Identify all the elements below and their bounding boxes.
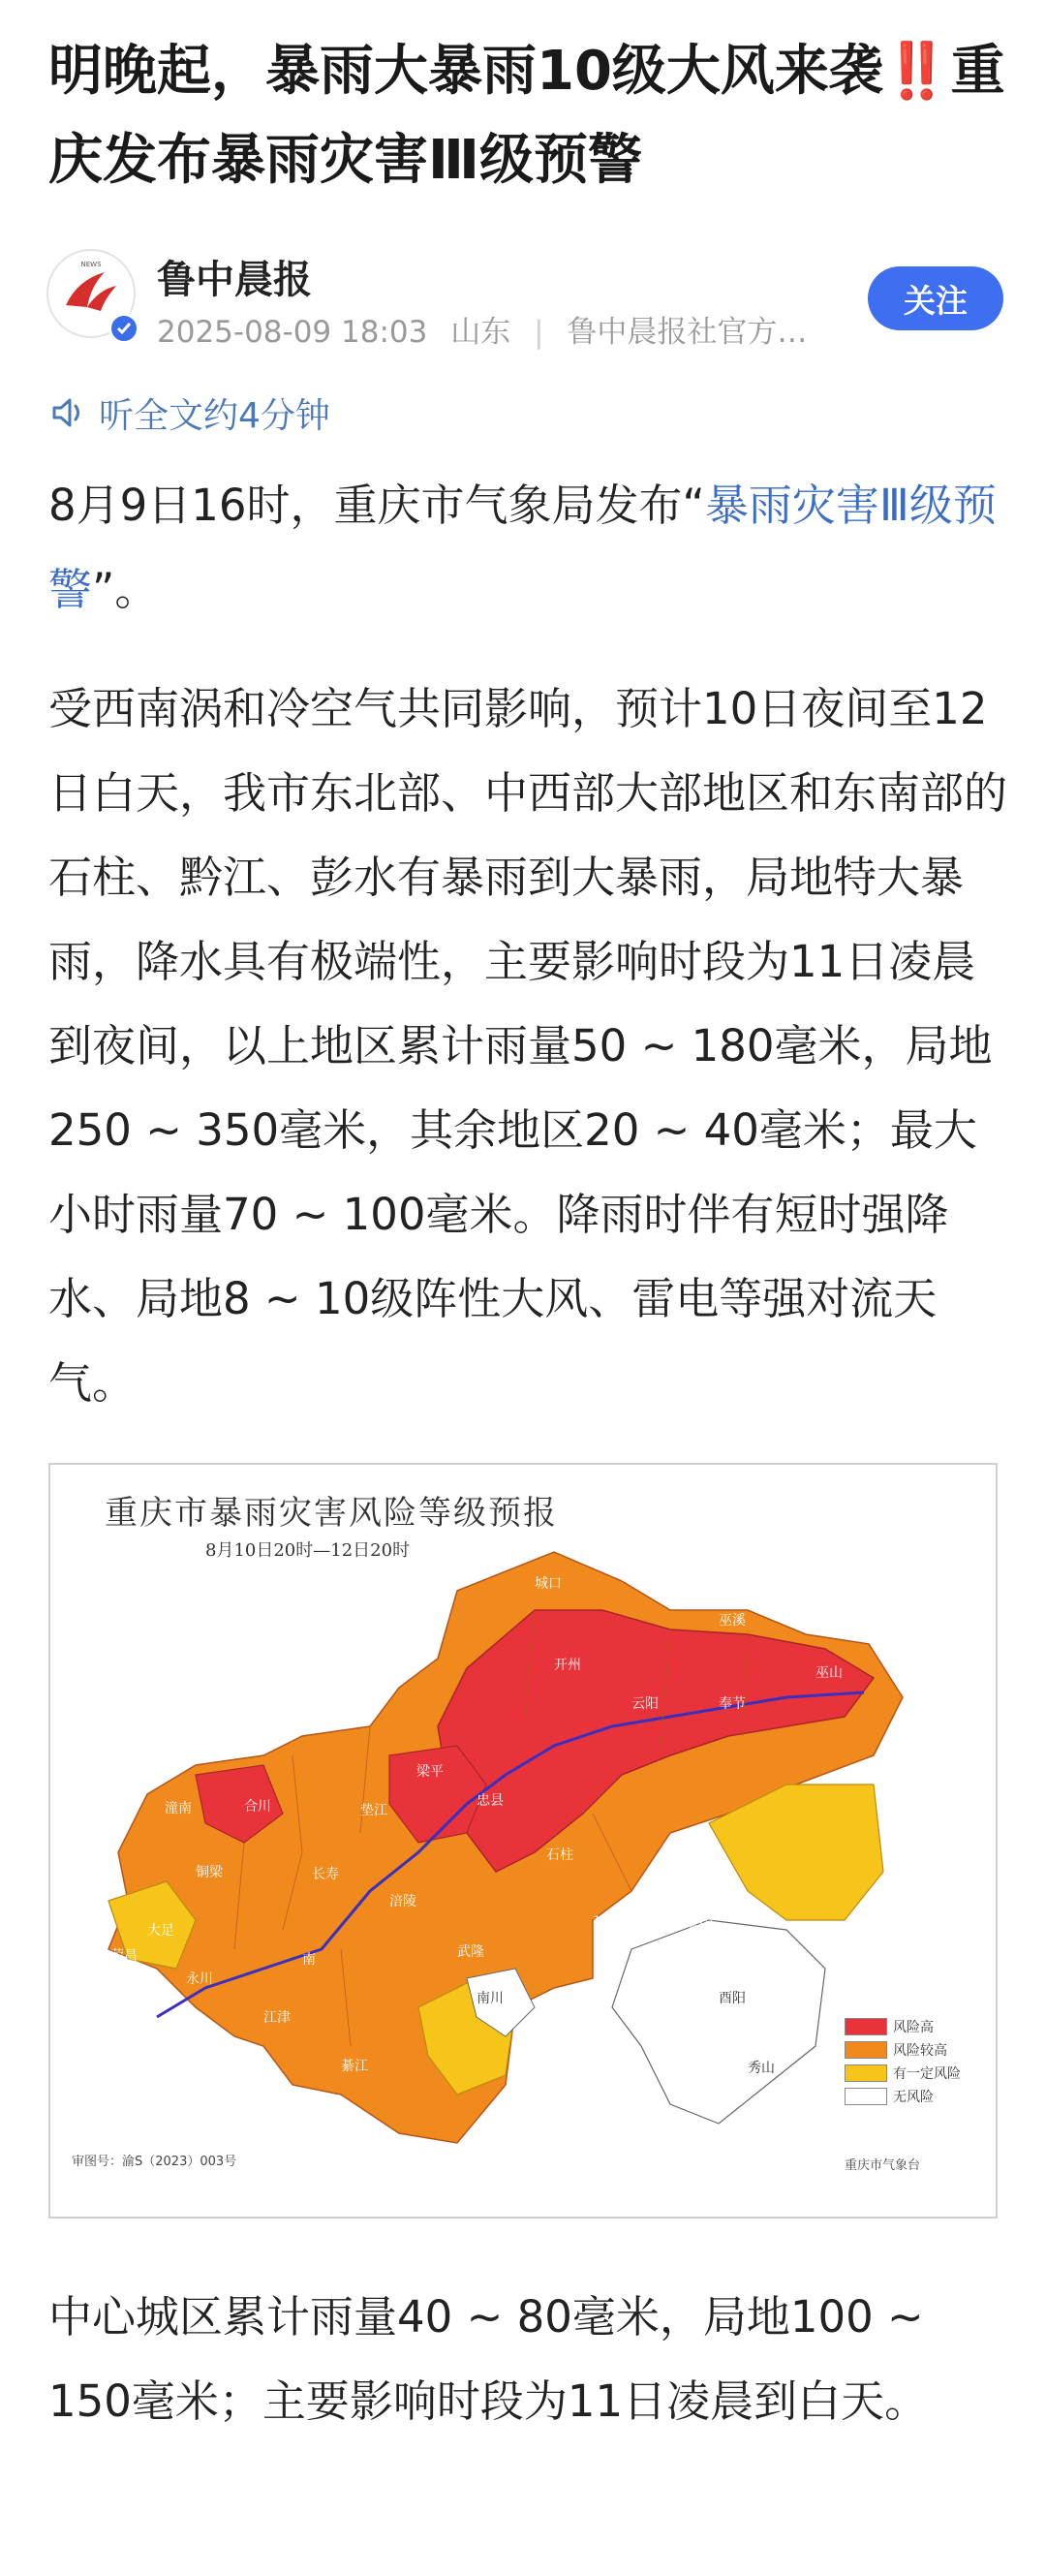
place-tongliang: 铜梁: [196, 1865, 223, 1880]
place-xiushan: 秀山: [748, 2061, 775, 2076]
publish-date: 2025-08-09 18:03: [157, 315, 428, 350]
place-zhongxian: 忠县: [477, 1793, 504, 1809]
place-wushan: 巫山: [815, 1665, 843, 1681]
legend-item-higher: [845, 2038, 961, 2062]
place-youyang: 酉阳: [719, 1991, 746, 2006]
place-chengkou: 城口: [535, 1576, 562, 1592]
place-fengjie: 奉节: [719, 1696, 746, 1712]
map-source: 重庆市气象台: [845, 2158, 921, 2173]
legend-swatch-high: [845, 2018, 887, 2035]
place-dianjiang: 垫江: [360, 1803, 387, 1818]
follow-button[interactable]: 关注: [868, 266, 1003, 330]
place-kaizhou: 开州: [554, 1658, 581, 1673]
map-title: 重庆市暴雨灾害风险等级预报: [105, 1494, 558, 1533]
paragraph-1-suffix: ”。: [92, 564, 159, 615]
place-dazu: 大足: [147, 1923, 174, 1939]
legend-label-higher: 风险较高: [893, 2043, 947, 2059]
place-yunyang: 云阳: [631, 1696, 659, 1712]
author-org: 鲁中晨报社官方…: [567, 315, 808, 350]
speaker-icon: [48, 392, 89, 433]
place-qianjiang: 黔江: [690, 1915, 717, 1931]
legend-label-high: 风险高: [893, 2020, 934, 2035]
place-pengshui: 彭水: [593, 1915, 620, 1931]
place-tongnan: 潼南: [165, 1801, 192, 1816]
risk-zone-none: [612, 1920, 825, 2124]
author-row: [46, 247, 1005, 354]
svg-text:NEWS: NEWS: [80, 261, 102, 268]
place-nanchuan: 南川: [477, 1991, 504, 2006]
place-liangping: 梁平: [416, 1764, 444, 1780]
paragraph-1: [48, 463, 1007, 632]
map-subtitle: 8月10日20时—12日20时: [205, 1540, 411, 1561]
place-jiangjin: 江津: [263, 2010, 291, 2026]
place-wuxi: 巫溪: [719, 1613, 746, 1629]
legend-swatch-none: [845, 2088, 887, 2105]
legend-item-high: [845, 2015, 961, 2038]
map-approval-number: 审图号：渝S（2023）003号: [72, 2155, 237, 2169]
place-shizhu: 石柱: [546, 1847, 573, 1863]
verified-badge-icon: [108, 313, 139, 344]
place-fuling: 涪陵: [389, 1894, 416, 1909]
author-meta: [157, 307, 807, 351]
place-changshou: 长寿: [312, 1867, 339, 1882]
place-yongchuan: 永川: [186, 1971, 213, 1987]
article-title: 明晚起，暴雨大暴雨10级大风来袭‼️重庆发布暴雨灾害Ⅲ级预警: [48, 40, 1005, 192]
meta-divider: |: [534, 315, 544, 350]
place-wulong: 武隆: [457, 1944, 484, 1960]
paragraph-1-prefix: 8月9日16时，重庆市气象局发布“: [48, 480, 705, 531]
map-legend: [845, 2015, 961, 2108]
legend-label-none: 无风险: [893, 2090, 934, 2105]
risk-map-image[interactable]: [48, 1463, 998, 2219]
legend-label-moderate: 有一定风险: [893, 2066, 961, 2082]
place-nan: 南: [302, 1952, 316, 1968]
place-rongchang: 荣昌: [110, 1948, 138, 1964]
legend-item-moderate: [845, 2062, 961, 2085]
place-hechuan: 合川: [244, 1799, 271, 1815]
warning-link[interactable]: 暴雨灾害Ⅲ级预警: [48, 480, 997, 615]
paragraph-3: 中心城区累计雨量40 ~ 80毫米，局地100 ~ 150毫米；主要影响时段为11日凌晨到白天。: [48, 2291, 929, 2427]
newspaper-logo-icon[interactable]: [46, 249, 136, 338]
listen-full-text-button[interactable]: [48, 386, 330, 440]
legend-swatch-moderate: [845, 2064, 887, 2082]
legend-item-none: [845, 2085, 961, 2108]
listen-label: 听全文约4分钟: [99, 395, 330, 436]
paragraph-2: 受西南涡和冷空气共同影响，预计10日夜间至12日白天，我市东北部、中西部大部地区和东南部的石柱、黔江、彭水有暴雨到大暴雨，局地特大暴雨，降水具有极端性，主要影响时段为11日凌晨到夜间，以上地区累计雨量50 ~ 180毫米，局地250 ~ 350毫米，其余地区20 ~ 40毫米；最大小时雨量70 ~ 100毫米。降雨时伴有短时强降水、局地8 ~ 10级阵性大风、雷电等强对流天气。: [48, 683, 1008, 1409]
publish-location: 山东: [450, 315, 511, 350]
legend-swatch-higher: [845, 2041, 887, 2059]
place-qijiang: 綦江: [341, 2059, 368, 2074]
author-name[interactable]: 鲁中晨报: [157, 258, 312, 302]
